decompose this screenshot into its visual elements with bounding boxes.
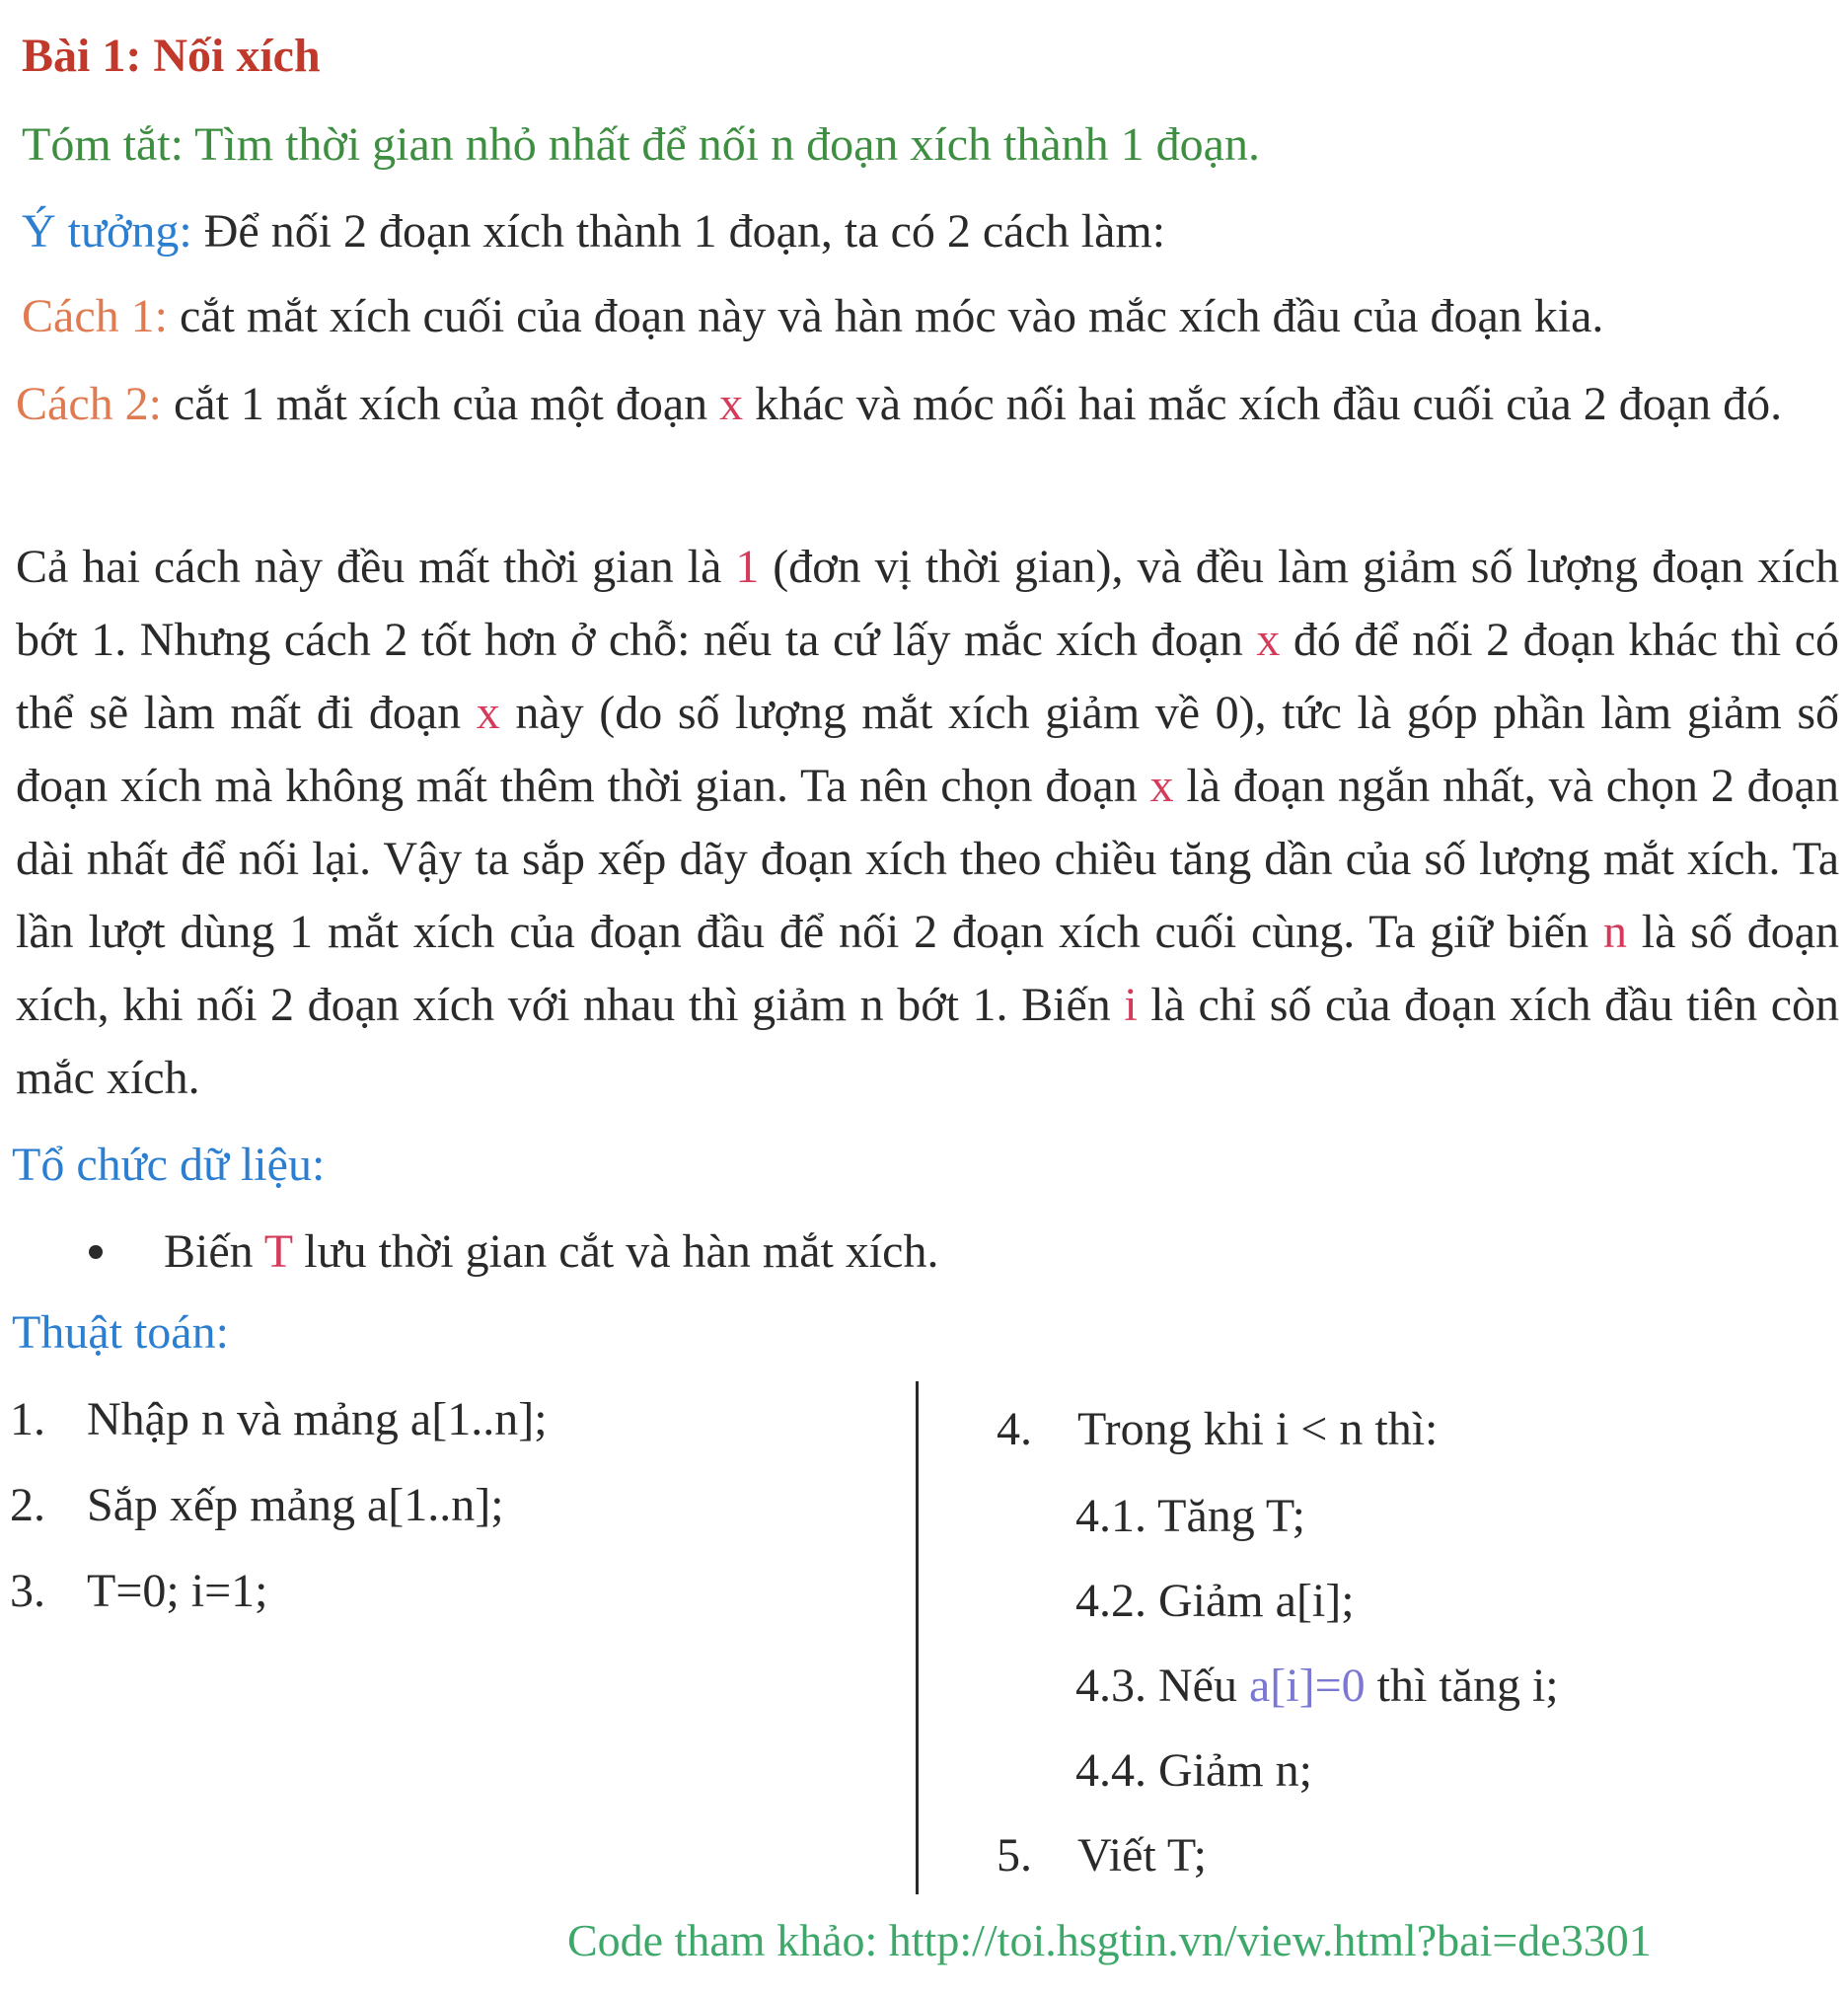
explanation-part-5: là đoạn ngắn nhất, và chọn 2 đoạn dài nhất để nối lại. Vậy ta sắp xếp dãy đoạn xích theo chiều tăng dần của số lượng mắt xích. Ta lần lượt dùng 1 mắt xích của đoạn đầu để nối 2 đoạn xích cuối cùng. Ta giữ biến xyxy=(16,760,1839,958)
explanation-var-n: n xyxy=(1602,906,1627,958)
step-number: 3. xyxy=(10,1565,45,1617)
explanation-part-3: đó để nối 2 đoạn khác thì có thể sẽ làm mất đi đoạn xyxy=(16,614,1839,739)
algorithm-step-5 xyxy=(997,1827,1207,1884)
algorithm-step-1 xyxy=(10,1391,548,1448)
explanation-part-7: là chỉ số của đoạn xích đầu tiên còn mắc xích. xyxy=(16,979,1839,1104)
column-divider xyxy=(916,1381,919,1894)
idea-line xyxy=(22,203,1165,260)
bullet-var-t: T xyxy=(263,1225,293,1278)
algorithm-step-4-2: 4.2. Giảm a[i]; xyxy=(1075,1575,1355,1627)
data-org-heading: Tổ chức dữ liệu: xyxy=(12,1139,326,1191)
code-reference-link[interactable]: Code tham khảo: http://toi.hsgtin.vn/view.html?bai=de3301 xyxy=(567,1915,1652,1965)
algorithm-step-3 xyxy=(10,1563,267,1620)
step-text-a: 4.3. Nếu xyxy=(1075,1660,1249,1712)
method2-label: Cách 2: xyxy=(16,378,162,430)
method2-paragraph xyxy=(16,371,1839,438)
method1-text: cắt mắt xích cuối của đoạn này và hàn móc vào mắc xích đầu của đoạn kia. xyxy=(167,290,1604,342)
problem-title: Bài 1: Nối xích xyxy=(22,30,321,82)
idea-label: Ý tưởng: xyxy=(22,205,192,258)
algorithm-step-4-4: 4.4. Giảm n; xyxy=(1075,1744,1312,1797)
explanation-var-x: x xyxy=(476,687,500,739)
step-number: 5. xyxy=(997,1829,1032,1882)
bullet-text-b: lưu thời gian cắt và hàn mắt xích. xyxy=(292,1225,939,1278)
algorithm-step-4-3 xyxy=(1075,1658,1559,1715)
bullet-icon xyxy=(89,1245,103,1259)
explanation-part-1: Cả hai cách này đều mất thời gian là xyxy=(16,541,736,593)
step-number: 1. xyxy=(10,1393,45,1445)
summary-text: Tìm thời gian nhỏ nhất để nối n đoạn xích thành 1 đoạn. xyxy=(183,118,1260,171)
idea-text: Để nối 2 đoạn xích thành 1 đoạn, ta có 2 cách làm: xyxy=(191,205,1166,258)
explanation-paragraph xyxy=(16,531,1839,1115)
method2-text-a: cắt 1 mắt xích của một đoạn xyxy=(161,378,720,430)
explanation-part-4: này (do số lượng mắt xích giảm về 0), tức là góp phần làm giảm số đoạn xích mà không mất thêm thời gian. Ta nên chọn đoạn xyxy=(16,687,1840,812)
algorithm-heading: Thuật toán: xyxy=(12,1306,229,1359)
method1-label: Cách 1: xyxy=(22,290,168,342)
algorithm-step-2 xyxy=(10,1477,504,1534)
step-text-b: thì tăng i; xyxy=(1365,1660,1559,1712)
explanation-var-x: x xyxy=(1149,760,1174,812)
step-condition: a[i]=0 xyxy=(1248,1660,1366,1712)
explanation-value-one: 1 xyxy=(735,541,760,593)
summary-label: Tóm tắt: xyxy=(22,118,184,171)
data-org-bullet xyxy=(89,1223,938,1281)
explanation-part-6: là số đoạn xích, khi nối 2 đoạn xích với nhau thì giảm n bớt 1. Biến xyxy=(16,906,1840,1031)
explanation-var-i: i xyxy=(1124,979,1138,1031)
step-text: Sắp xếp mảng a[1..n]; xyxy=(87,1479,504,1531)
step-text: Trong khi i < n thì: xyxy=(1077,1403,1439,1455)
method2-text-b: khác và móc nối hai mắc xích đầu cuối của 2 đoạn đó. xyxy=(743,378,1783,430)
step-text: Nhập n và mảng a[1..n]; xyxy=(87,1393,548,1445)
step-number: 2. xyxy=(10,1479,45,1531)
summary-line xyxy=(22,116,1260,174)
algorithm-step-4 xyxy=(997,1401,1438,1458)
bullet-text-a: Biến xyxy=(164,1225,264,1278)
explanation-part-2: (đơn vị thời gian), và đều làm giảm số lượng đoạn xích bớt 1. Nhưng cách 2 tốt hơn ở chỗ: nếu ta cứ lấy mắc xích đoạn xyxy=(16,541,1839,666)
algorithm-step-4-1: 4.1. Tăng T; xyxy=(1075,1490,1305,1542)
step-text: Viết T; xyxy=(1077,1829,1207,1882)
method2-var-x: x xyxy=(719,378,744,430)
explanation-var-x: x xyxy=(1256,614,1281,666)
step-number: 4. xyxy=(997,1403,1032,1455)
step-text: T=0; i=1; xyxy=(87,1565,268,1617)
method1-line xyxy=(22,288,1603,345)
